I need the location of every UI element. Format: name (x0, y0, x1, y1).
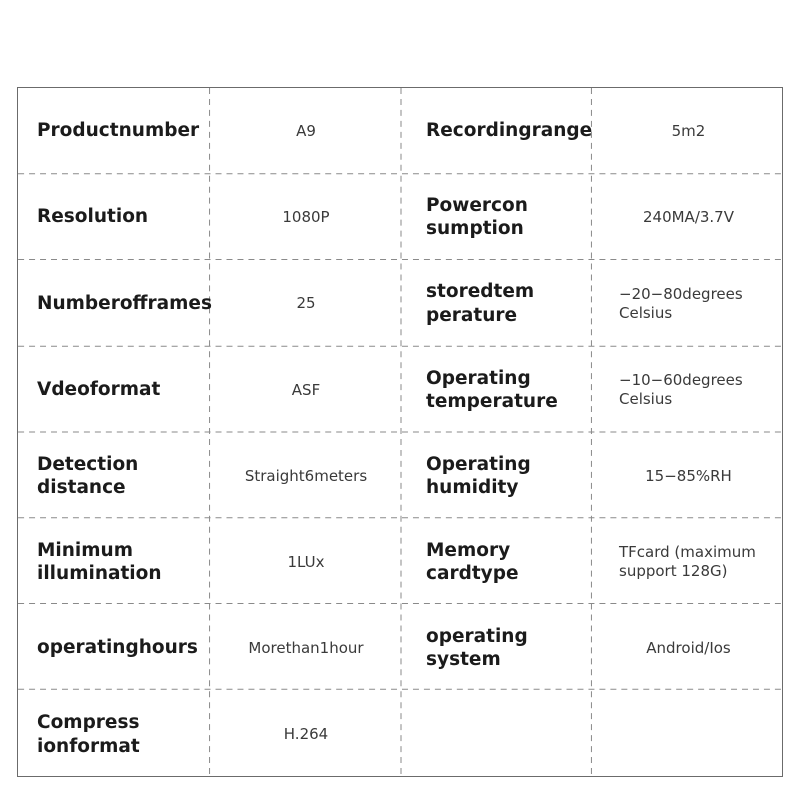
spec-value (593, 691, 784, 778)
spec-value: H.264 (283, 725, 329, 744)
spec-label: Recordingrange (426, 120, 593, 142)
spec-label: Compress ionformat (37, 712, 140, 757)
spec-label (402, 691, 593, 778)
spec-label: storedtem perature (426, 281, 535, 326)
spec-label: Detection distance (37, 453, 139, 498)
spec-label: Vdeoformat (37, 379, 161, 401)
spec-value: Morethan1hour (248, 638, 364, 657)
spec-value: 1080P (282, 207, 330, 226)
spec-value: Android/Ios (646, 638, 731, 657)
spec-value: 1LUx (287, 552, 325, 571)
spec-label: Numberofframes (37, 292, 212, 314)
spec-label: Memory cardtype (426, 539, 519, 584)
spec-value: 25 (296, 294, 316, 313)
spec-label: Operating temperature (426, 367, 558, 412)
spec-label: Operating humidity (426, 453, 531, 498)
spec-table (17, 87, 783, 777)
spec-value: 15−85%RH (645, 466, 732, 485)
spec-label: operatinghours (37, 637, 198, 659)
spec-value: ASF (291, 380, 321, 399)
spec-label: operating system (426, 625, 528, 670)
spec-value: Straight6meters (244, 466, 368, 485)
spec-label: Resolution (37, 206, 149, 228)
spec-value: −20−80degrees Celsius (619, 284, 743, 322)
spec-value: TFcard (maximum support 128G) (619, 543, 756, 580)
spec-label: Productnumber (37, 120, 200, 142)
spec-label: Powercon sumption (426, 194, 528, 239)
spec-value: A9 (296, 121, 316, 140)
spec-value: 240MA/3.7V (642, 207, 734, 226)
spec-value: 5m2 (671, 121, 706, 140)
spec-label: Minimum illumination (37, 539, 162, 584)
spec-value: −10−60degrees Celsius (619, 371, 743, 408)
